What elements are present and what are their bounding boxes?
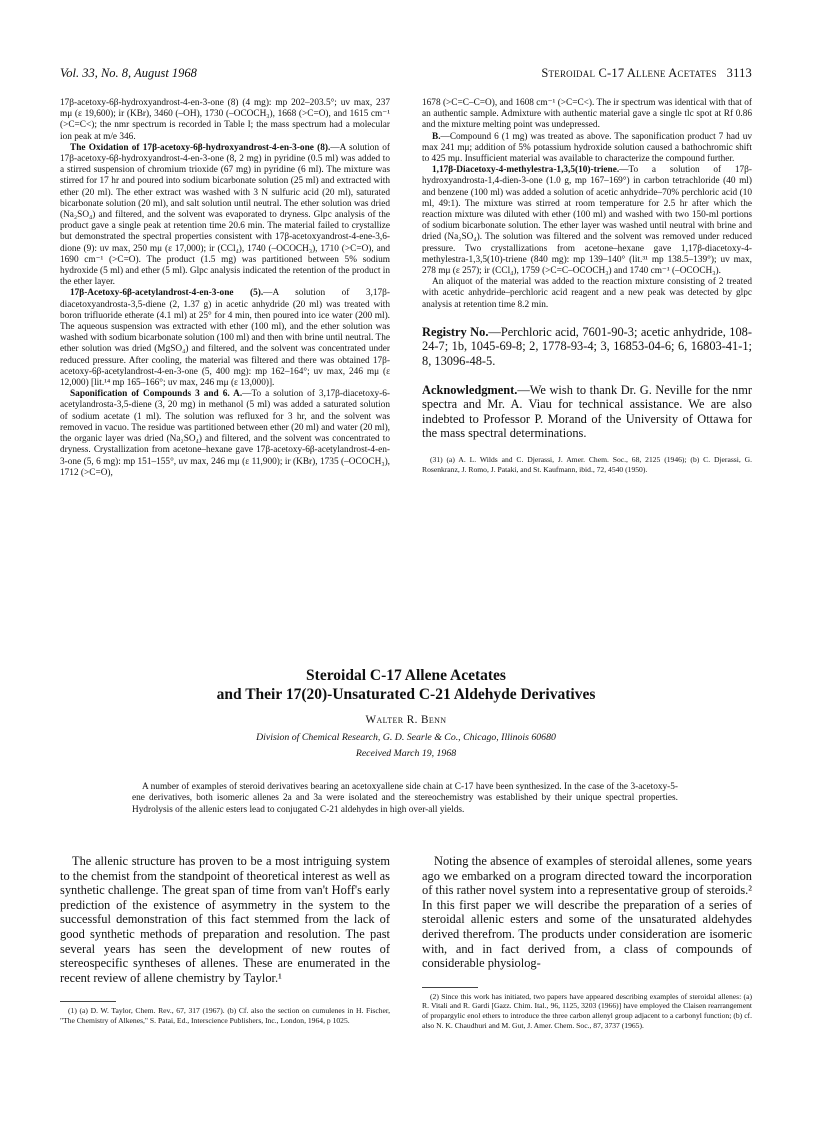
- affiliation: Division of Chemical Research, G. D. Searle & Co., Chicago, Illinois 60680: [256, 732, 556, 743]
- page-number: 3113: [726, 66, 752, 80]
- paragraph-text: —To a solution of 3,17β-diacetoxy-6-acetylandrosta-3,5-diene (3, 20 mg) in methanol (5 ml) was added a saturated solution of sodium acetate (1 ml). The solution was refluxed for 3 hr, and the solvent was removed in vacuo. The residue was partitioned between ether (20 ml) and water (20 ml), the organic layer was dried (Na₂SO₄) and filtered, and the solvent was concentrated to dryness. Crystallization from acetone–hexane gave 17β-acetoxy-6β-acetylandrost-4-en-3-one (5, 6 mg): mp 151–155°, uv max, 246 mμ (ε 11,900); ir (KBr), 1735 (–OCOCH₃), 1712 (>C=O),: [60, 389, 390, 478]
- section-heading: 17β-Acetoxy-6β-acetylandrost-4-en-3-one (5).: [70, 288, 264, 299]
- running-title: [541, 66, 752, 81]
- footnote-text: (2) Since this work has initiated, two papers have appeared describing examples of steroidal allenes: (a) R. Vitali and R. Gardi [Gazz. Chim. Ital., 96, 1125, 3203 (1966)] have employed the Claisen rearrangement of propargylic enol ethers to introduce the three carbon allenyl group adjacent to a carbonyl function; (b) cf. also N. K. Chaudhuri and M. Gut, J. Amer. Chem. Soc., 87, 3737 (1965).: [422, 991, 752, 1030]
- paragraph: [422, 165, 752, 277]
- paragraph: [422, 132, 752, 166]
- section-heading: 1,17β-Diacetoxy-4-methylestra-1,3,5(10)-triene.: [432, 165, 620, 176]
- reference-31: [422, 455, 752, 474]
- acknowledgment: [422, 383, 752, 441]
- journal-volume-info: Vol. 33, No. 8, August 1968: [60, 66, 197, 80]
- footnote-text: (1) (a) D. W. Taylor, Chem. Rev., 67, 317 (1967). (b) Cf. also the section on cumulenes in H. Fischer, "The Chemistry of Alkenes," S. Patai, Ed., Interscience Publishers, Inc., London, 1964, p 1025.: [60, 1006, 390, 1025]
- registry-numbers: [422, 325, 752, 369]
- acknowledgment-paragraph: [422, 383, 752, 441]
- paragraph: 17β-acetoxy-6β-hydroxyandrost-4-en-3-one (8) (4 mg): mp 202–203.5°; uv max, 237 mμ (ε 19,600); ir (KBr), 3460 (–OH), 1730 (–OCOCH₃), 1668 (>C=O), and 1615 cm⁻¹ (>C=C<); the nmr spectrum is recorded in Table I; the mass spectrum had a molecular ion peak at m/e 346.: [60, 98, 390, 142]
- footnote-rule: [422, 987, 478, 988]
- experimental-right-column: [422, 98, 752, 474]
- paragraph: The allenic structure has proven to be a most intriguing system to the chemist from the standpoint of theoretical interest as well as synthetic challenge. The great span of time from van't Hoff's early prediction of the existence of asymmetry in the system to the successful demonstration of this fact stemmed from the lack of good synthetic methods of preparation and resolution. The past several years has seen the development of new routes of stereospecific syntheses of allenes. These are enumerated in the recent review of allene chemistry by Taylor.¹: [60, 854, 390, 985]
- paragraph-text: —A solution of 17β-acetoxy-6β-hydroxyandrost-4-en-3-one (8, 2 mg) in pyridine (0.5 ml) was added to a stirred suspension of chromium trioxide (67 mg) in pyridine (6 ml). The mixture was stirred for 17 hr and poured into sodium bicarbonate solution (25 ml) and extracted with ether (20 ml). The ether extract was washed with 3 N sulfuric acid (20 ml), saturated bicarbonate solution (20 ml), and salt solution until neutral. The ether solution was dried (Na₂SO₄) and filtered, and the solvent was evaporated to dryness. Glpc analysis of the product gave a single peak at retention time 20.6 min. The material failed to crystallize but demonstrated the spectral properties consistent with 17β-acetoxyandrost-4-ene-3,6-dione (9): uv max, 250 mμ (ε 17,000); ir (CCl₄), 1740 (–OCOCH₃), 1710 (>C=O), and 1690 cm⁻¹ (>C=O). The product (1.5 mg) was partitioned between 5% sodium hydroxide (5 ml) and ether (5 ml). Glpc analysis indicated the retention of the product in the ether layer.: [60, 142, 390, 288]
- paragraph-text: —Compound 6 (1 mg) was treated as above. The saponification product 7 had uv max 241 mμ; addition of 5% potassium hydroxide solution caused a bathochromic shift to 425 mμ. Insufficient material was available to characterize the compound further.: [422, 131, 752, 165]
- running-header: [60, 66, 752, 82]
- running-title-text: Steroidal C-17 Allene Acetates: [541, 66, 717, 80]
- paragraph: An aliquot of the material was added to the reaction mixture consisting of 2 treated with acetic anhydride–perchloric acid reagent and a new peak was detected by glpc analysis at retention time 8.2 min.: [422, 277, 752, 310]
- article-title-line-1: Steroidal C-17 Allene Acetates: [306, 667, 506, 684]
- body-left-column: [60, 854, 390, 1026]
- paragraph: [60, 143, 390, 289]
- footnote-rule: [60, 1001, 116, 1002]
- author: Walter R. Benn: [365, 714, 447, 726]
- reference-text: (31) (a) A. L. Wilds and C. Djerassi, J. Amer. Chem. Soc., 68, 2125 (1946); (b) C. Djerassi, G. Rosenkranz, J. Romo, J. Pataki, and St. Kaufmann, ibid., 72, 4540 (1950).: [422, 455, 752, 474]
- footnote-1: [60, 1006, 390, 1025]
- body-text-right: [422, 854, 752, 971]
- acknowledgment-text: —We wish to thank Dr. G. Neville for the nmr spectra and Mr. A. Viau for technical assistance. We are also indebted to Professor P. Morand of the University of Ottawa for the mass spectral determinations.: [422, 382, 752, 441]
- registry-paragraph: [422, 325, 752, 369]
- paragraph: 1678 (>C=C–C=O), and 1608 cm⁻¹ (>C=C<). The ir spectrum was identical with that of an authentic sample. Admixture with authentic material gave a single tlc spot at Rf 0.86 and the mixture melting point was undepressed.: [422, 98, 752, 131]
- paragraph: [60, 288, 390, 389]
- acknowledgment-heading: Acknowledgment.: [422, 382, 518, 397]
- paragraph-text: —To a solution of 17β-hydroxyandrosta-1,4-dien-3-one (1.0 g, mp 167–169°) in carbon tetrachloride (40 ml) and benzene (100 ml) was added a solution of acetic anhydride–70% perchloric acid (10 ml, 49:1). The mixture was stirred at room temperature for 2.5 hr after which the reaction mixture was diluted with ether (100 ml) and washed with two 150-ml portions of sodium bicarbonate solution. The ether layer was washed until neutral with brine and dried (Na₂SO₄). The solution was filtered and the solvent was removed under reduced pressure. Two crystallizations from acetone–hexane gave 1,17β-diacetoxy-4-methylestra-1,3,5(10)-triene (840 mg): mp 139–140° (lit.³¹ mp 138.5–139°); uv max, 278 mμ (ε 257); ir (CCl₄), 1759 (>C=C–OCOCH₃) and 1740 cm⁻¹ (–OCOCH₃).: [422, 165, 752, 277]
- body-right-column: [422, 854, 752, 1030]
- article-title-line-2: and Their 17(20)-Unsaturated C-21 Aldehyde Derivatives: [216, 686, 596, 703]
- registry-text: —Perchloric acid, 7601-90-3; acetic anhydride, 108-24-7; 1b, 1045-69-8; 2, 1778-93-4; 3, 16853-04-6; 6, 16803-41-1; 8, 13096-48-5.: [422, 324, 752, 369]
- paragraph: Noting the absence of examples of steroidal allenes, some years ago we embarked on a program directed toward the incorporation of this rather novel system into a representative group of steroids.² In this first paper we will describe the preparation of a series of steroidal allenic esters and some of the unsaturated aldehydes derived therefrom. The products under consideration are isomeric with, and in fact derived from, a class of compounds of considerable physiolog-: [422, 854, 752, 971]
- abstract: A number of examples of steroid derivatives bearing an acetoxyallene side chain at C-17 have been synthesized. In the case of the 3-acetoxy-5-ene derivatives, both isomeric allenes 2a and 3a were isolated and the stereochemistry was established by their unique spectral properties. Hydrolysis of the allenic esters lead to conjugated C-21 aldehydes in high over-all yields.: [132, 782, 678, 815]
- section-heading: The Oxidation of 17β-acetoxy-6β-hydroxyandrost-4-en-3-one (8).: [70, 142, 331, 153]
- section-heading: B.: [432, 131, 441, 142]
- paragraph: [60, 389, 390, 479]
- footnote-2: [422, 992, 752, 1030]
- registry-heading: Registry No.: [422, 324, 489, 339]
- section-heading: Saponification of Compounds 3 and 6. A.: [70, 389, 243, 400]
- experimental-left-column: [60, 98, 390, 479]
- body-text-left: [60, 854, 390, 985]
- article-heading: [60, 666, 752, 759]
- paragraph-text: —A solution of 3,17β-diacetoxyandrosta-3,5-diene (2, 1.37 g) in acetic anhydride (20 ml) was treated with boron trifluoride etherate (4.1 ml) at 25° for 4 min, then poured into ice water (200 ml). The aqueous suspension was extracted with ether (100 ml), and the ether solution was washed with sodium bicarbonate solution (100 ml) and then with brine until neutral. The ether solution was dried (MgSO₄) and filtered, and the solvent was concentrated under reduced pressure. After cooling, the material was filtered and there was obtained 17β-acetoxy-6β-acetylandrost-4-en-3-one (5, 400 mg): mp 162–164°; uv max, 246 mμ (ε 12,000) [lit.¹⁴ mp 165–166°; uv max, 246 mμ (ε 13,000)].: [60, 288, 390, 389]
- received-date: Received March 19, 1968: [355, 748, 457, 759]
